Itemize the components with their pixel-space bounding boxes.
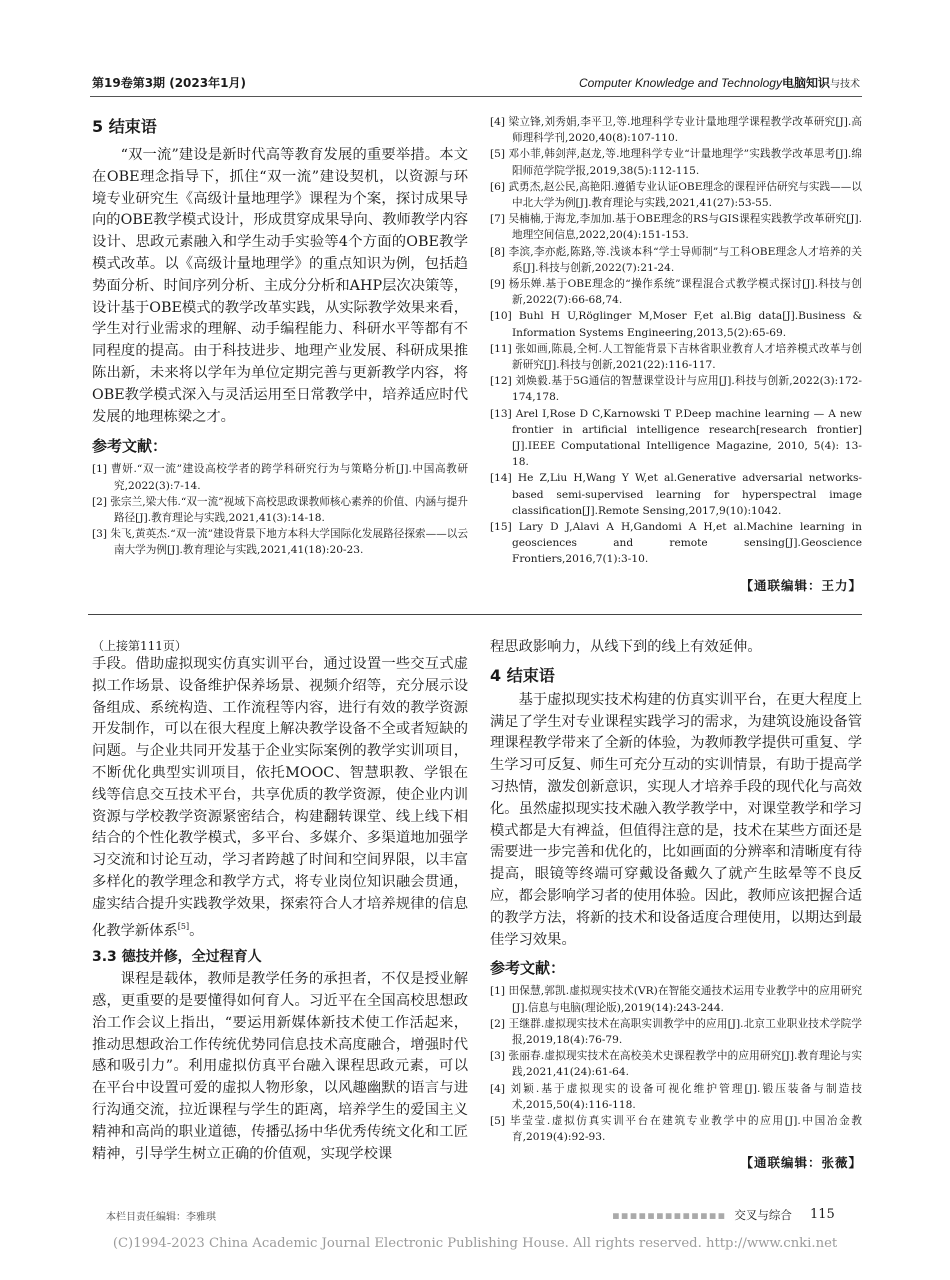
bottom-right-column	[490, 637, 862, 1171]
journal-title-suffix: 与技术	[830, 79, 860, 90]
reference-item: [10] Buhl H U,Röglinger M,Moser F,et al.Big data[J].Business & Information Systems Engineering,2013,5(2):65-69.	[490, 310, 862, 339]
conclusion-body: “双一流”建设是新时代高等教育发展的重要举措。本文在OBE理念指导下，抓住“双一流”建设契机，以资源与环境专业研究生《高级计量地理学》课程为个案，探讨成果导向的OBE教学模式设计，形成贯穿成果导向、教师教学内容设计、思政元素融入和学生动手实验等4个方面的OBE教学模式改革。以《高级计量地理学》的重点知识为例，包括趋势面分析、时间序列分析、主成分分析和AHP层次决策等，设计基于OBE模式的教学改革实践，从实际教学效果来看，学生对行业需求的理解、动手编程能力、科研水平等都有不同程度的提高。由于科技进步、地理产业发展、科研成果推陈出新，未来将以学年为单位定期完善与更新教学内容，将OBE教学模式深入与灵活运用至日常教学中，培养适应时代发展的地理栋梁之才。	[92, 147, 468, 425]
conclusion-heading-bottom: 4 结束语	[490, 665, 555, 685]
reference-item: [15] Lary D J,Alavi A H,Gandomi A H,et al.Machine learning in geosciences and remote sensing[J].Geoscience Frontiers,2016,7(1):3-10.	[490, 521, 862, 566]
header-rule	[90, 96, 862, 97]
reference-item: [4] 刘颖.基于虚拟现实的设备可视化维护管理[J].锻压装备与制造技术,2015,50(4):116-118.	[490, 1082, 862, 1111]
reference-item: [6] 武勇杰,赵公民,高艳阳.遵循专业认证OBE理念的课程评估研究与实践——以中北大学为例[J].教育理论与实践,2021,41(27):53-55.	[490, 180, 862, 210]
reference-item: [9] 杨乐婵.基于OBE理念的“操作系统”课程混合式教学模式探讨[J].科技与创新,2022(7):66-68,74.	[490, 278, 862, 307]
article-divider	[88, 614, 862, 615]
reference-item: [7] 吴楠楠,于海龙,李加加.基于OBE理念的RS与GIS课程实践教学改革研究[J].地理空间信息,2022,20(4):151-153.	[490, 213, 862, 242]
editor-note-bottom: 【通联编辑：张薇】	[740, 1155, 862, 1171]
reference-item: [12] 刘焕毅.基于5G通信的智慧课堂设计与应用[J].科技与创新,2022(3):172-174,178.	[490, 375, 862, 404]
copyright-watermark: (C)1994-2023 China Academic Journal Electronic Publishing House. All rights reserved. http://www.cnki.net	[112, 1236, 838, 1251]
bottom-left-column	[92, 637, 468, 1165]
references-title-bottom: 参考文献：	[490, 959, 566, 978]
reference-item: [11] 张如画,陈晨,仝柯.人工智能背景下吉林省职业教育人才培养模式改革与创新研究[J].科技与创新,2021(22):116-117.	[490, 342, 862, 372]
dots-decoration: ▪▪▪▪▪▪▪▪▪▪▪▪▪	[612, 1208, 727, 1222]
reference-item: [1] 曹妍.“双一流”建设高校学者的跨学科研究行为与策略分析[J].中国高教研究,2022(3):7-14.	[92, 463, 468, 492]
reference-item: [8] 李滨,李亦彪,陈路,等.浅谈本科“学士导师制”与工科OBE理念人才培养的关系[J].科技与创新,2022(7):21-24.	[490, 245, 862, 274]
section-name: 交叉与综合	[734, 1208, 792, 1222]
reference-item: [5] 邓小菲,韩剑萍,赵龙,等.地理科学专业“计量地理学”实践教学改革思考[J].绵阳师范学院学报,2019,38(5):112-115.	[490, 148, 862, 177]
references-title: 参考文献：	[92, 437, 168, 456]
conclusion-body-bottom: 基于虚拟现实技术构建的仿真实训平台，在更大程度上满足了学生对专业课程实践学习的需求，为建筑设施设备管理课程教学带来了全新的体验，为教师教学提供可重复、学生学习可反复、师生可充分互动的实训情景，有助于提高学习热情，激发创新意识，实现人才培养手段的现代化与高效化。虽然虚拟现实技术融入教学教学中，对课堂教学和学习模式都是大有裨益，但值得注意的是，技术在某些方面还是需要进一步完善和优化的，比如画面的分辨率和清晰度有待提高，眼镜等终端可穿戴设备戴久了就产生眩晕等不良反应，都会影响学习者的使用体验。因此，教师应该把握合适的教学方法，将新的技术和设备适度合理使用，以期达到最佳学习效果。	[490, 691, 862, 948]
body-paragraph-1	[92, 654, 468, 942]
reference-item: [2] 王继群.虚拟现实技术在高职实训教学中的应用[J].北京工业职业技术学院学报,2019,18(4):76-79.	[490, 1017, 862, 1046]
paragraph-1-text: 手段。借助虚拟现实仿真实训平台，通过设置一些交互式虚拟工作场景、设备维护保养场景、视频介绍等，充分展示设备组成、系统构造、工作流程等内容，进行有效的教学资源开发制作，可以在很大程度上解决教学设备不全或者短缺的问题。与企业共同开发基于企业实际案例的教学实训项目，不断优化典型实训项目，依托MOOC、智慧职教、学银在线等信息交互技术平台，共享优质的教学资源，使企业内训资源与学校教学资源紧密结合，构建翻转课堂、线上线下相结合的个性化教学模式，多平台、多媒介、多渠道地加强学习交流和讨论互动，学习者跨越了时间和空间界限，以丰富多样化的教学理念和教学方式，将专业岗位知识融会贯通，虚实结合提升实践教学效果，探索符合人才培养规律的信息化教学新体系	[92, 656, 468, 939]
continued-line: 程思政影响力，从线下到的线上有效延伸。	[490, 639, 762, 655]
reference-item: [5] 毕莹莹.虚拟仿真实训平台在建筑专业教学中的应用[J].中国冶金教育,2019(4):92-93.	[490, 1114, 862, 1144]
reference-item: [3] 张丽春.虚拟现实技术在高校美术史课程教学中的应用研究[J].教育理论与实践,2021,41(24):61-64.	[490, 1050, 862, 1079]
citation-marker: [5]	[177, 921, 190, 931]
column-editor: 本栏目责任编辑：李雅琪	[106, 1212, 216, 1223]
conclusion-heading: 5 结束语	[92, 117, 157, 136]
paragraph-1-end: 。	[189, 922, 204, 939]
editor-note-top: 【通联编辑：王力】	[740, 577, 862, 593]
body-paragraph-2: 课程是载体，教师是教学任务的承担者，不仅是授业解惑，更重要的是要懂得如何育人。习近平在全国高校思想政治工作会议上指出，“要运用新媒体新技术使工作活起来，推动思想政治工作传统优势同信息技术高度融合，增强时代感和吸引力”。利用虚拟仿真平台融入课程思政元素，可以在平台中设置可爱的虚拟人物形象，以风趣幽默的语言与进行沟通交流，拉近课程与学生的距离，培养学生的爱国主义精神和高尚的职业道德，传播弘扬中华优秀传统文化和工匠精神，引导学生树立正确的价值观，实现学校课	[92, 971, 468, 1162]
top-left-column	[92, 114, 468, 559]
reference-item: [2] 张宗兰,梁大伟.“双一流”视域下高校思政课教师核心素养的价值、内涵与提升路径[J].教育理论与实践,2021,41(3):14-18.	[92, 495, 468, 524]
reference-item: [13] Arel I,Rose D C,Karnowski T P.Deep machine learning — A new frontier in artificial intelligence research[research frontier][J].IEEE Computational Intelligence Magazine, 2010, 5(4): 13-18.	[490, 407, 862, 469]
journal-title-en: Computer Knowledge and Technology	[578, 76, 782, 90]
references-list-top-right	[490, 114, 862, 568]
references-list-bottom-right	[490, 983, 862, 1145]
top-right-column	[490, 114, 862, 594]
reference-item: [3] 朱飞,黄英杰.“双一流”建设背景下地方本科大学国际化发展路径探索——以云南大学为例[J].教育理论与实践,2021,41(18):20-23.	[92, 528, 468, 557]
references-list-top-left	[92, 461, 468, 558]
issue-info: 第19卷第3期 (2023年1月)	[92, 76, 246, 90]
reference-item: [14] He Z,Liu H,Wang Y W,et al.Generative adversarial networks-based semi-supervised learning for hyperspectral image classification[J].Remote Sensing,2017,9(10):1042.	[490, 472, 862, 517]
reference-item: [1] 田保慧,郭凯.虚拟现实技术(VR)在智能交通技术运用专业教学中的应用研究[J].信息与电脑(理论版),2019(14):243-244.	[490, 985, 862, 1014]
continued-note: （上接第111页）	[92, 639, 187, 653]
reference-item: [4] 梁立锋,刘秀娟,李平卫,等.地理科学专业计量地理学课程教学改革研究[J].高师理科学刊,2020,40(8):107-110.	[490, 116, 862, 145]
journal-title	[579, 74, 860, 91]
section-subheading: 3.3 德技并修，全过程育人	[92, 949, 262, 966]
section-label	[612, 1207, 792, 1223]
journal-title-cn: 电脑知识	[781, 76, 830, 90]
page-number: 115	[810, 1207, 835, 1222]
